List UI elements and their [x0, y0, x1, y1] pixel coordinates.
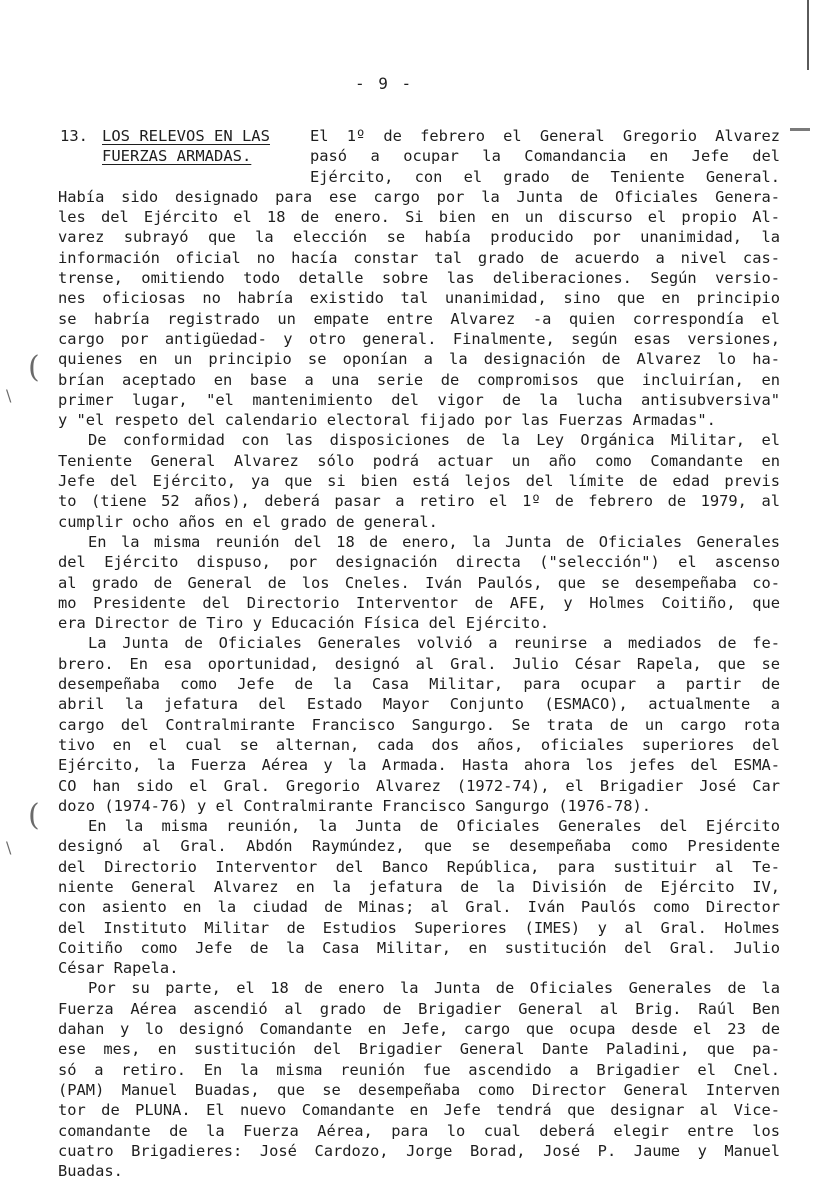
text-line: La Junta de Oficiales Generales volvió a reunirse a mediados de fe- — [88, 634, 780, 653]
body-text — [58, 126, 780, 1181]
text-line: Buadas. — [58, 1162, 123, 1181]
text-line: ese mes, en sustitución del Brigadier General Dante Paladini, que pa- — [58, 1040, 780, 1059]
text-line: del Directorio Interventor del Banco República, para sustituir al Te- — [58, 857, 780, 876]
text-line: quienes en un principio se oponían a la designación de Alvarez lo ha- — [58, 350, 780, 369]
text-line: dozo (1974-76) y el Contralmirante Francisco Sangurgo (1976-78). — [58, 796, 652, 815]
text-line: y "el respeto del calendario electoral fijado por las Fuerzas Armadas". — [58, 411, 716, 430]
text-line: primer lugar, "el mantenimiento del vigor de la lucha antisubversiva" — [58, 390, 780, 409]
text-line: De conformidad con las disposiciones de la Ley Orgánica Militar, el — [88, 431, 780, 450]
text-line: dahan y lo designó Comandante en Jefe, cargo que ocupa desde el 23 de — [58, 1020, 780, 1039]
text-line: cuatro Brigadieres: José Cardozo, Jorge Borad, José P. Jaume y Manuel — [58, 1141, 780, 1160]
text-line: designó al Gral. Abdón Raymúndez, que se desempeñaba como Presidente — [58, 837, 780, 856]
text-line: nes oficiosas no habría existido tal unanimidad, sino que en principio — [58, 289, 780, 308]
text-line: tivo en el cual se alternan, cada dos años, oficiales superiores del — [58, 735, 780, 754]
page-number: - 9 - — [355, 74, 414, 93]
text-line: abril la jefatura del Estado Mayor Conjunto (ESMACO), actualmente a — [58, 695, 780, 714]
text-line: cumplir ocho años en el grado de general. — [58, 512, 438, 531]
text-line: con asiento en la ciudad de Minas; al Gral. Iván Paulós como Director — [58, 898, 780, 917]
text-line: Ejército, con el grado de Teniente General. — [310, 167, 780, 186]
section-title-line: FUERZAS ARMADAS. — [102, 147, 252, 165]
text-line: En la misma reunión, la Junta de Oficiales Generales del Ejército — [88, 817, 780, 836]
text-line: pasó a ocupar la Comandancia en Jefe del — [310, 147, 780, 166]
section-title-line: LOS RELEVOS EN LAS — [102, 127, 270, 145]
text-line: cargo del Contralmirante Francisco Sangurgo. Se trata de un cargo rota — [58, 715, 780, 734]
text-line: mo Presidente del Directorio Interventor de AFE, y Holmes Coitiño, que — [58, 593, 780, 612]
text-line: cargo por antigüedad- y otro general. Finalmente, según esas versiones, — [58, 329, 780, 348]
margin-tick-mark — [790, 128, 810, 131]
text-line: Coitiño como Jefe de la Casa Militar, en sustitución del Gral. Julio — [58, 938, 780, 957]
text-line: del Instituto Militar de Estudios Superiores (IMES) y al Gral. Holmes — [58, 918, 780, 937]
text-line: al grado de General de los Cneles. Iván Paulós, que se desempeñaba co- — [58, 573, 780, 592]
text-line: Teniente General Alvarez sólo podrá actuar un año como Comandante en — [58, 451, 780, 470]
text-line: desempeñaba como Jefe de la Casa Militar, para ocupar a partir de — [58, 675, 780, 694]
text-line: trense, omitiendo todo detalle sobre las deliberaciones. Según versio- — [58, 269, 780, 288]
text-line: Ejército, la Fuerza Aérea y la Armada. Hasta ahora los jefes del ESMA- — [58, 756, 780, 775]
text-line: (PAM) Manuel Buadas, que se desempeñaba como Director General Interven — [58, 1080, 780, 1099]
text-line: varez subrayó que la elección se había producido por unanimidad, la — [58, 228, 780, 247]
text-line: brían aceptado en base a una serie de compromisos que incluirían, en — [58, 370, 780, 389]
text-line: Jefe del Ejército, ya que si bien está lejos del límite de edad previs — [58, 472, 780, 491]
text-line: tor de PLUNA. El nuevo Comandante en Jefe tendrá que designar al Vice- — [58, 1101, 780, 1120]
text-line: César Rapela. — [58, 959, 179, 978]
scan-edge-line — [807, 0, 809, 70]
margin-check-mark: \ — [6, 386, 12, 405]
section-number: 13. — [60, 127, 88, 145]
text-line: CO han sido el Gral. Gregorio Alvarez (1972-74), el Brigadier José Car — [58, 776, 780, 795]
margin-parenthesis-mark: ( — [28, 798, 40, 833]
text-line: del Ejército dispuso, por designación directa ("selección") el ascenso — [58, 553, 780, 572]
text-line: to (tiene 52 años), deberá pasar a retiro el 1º de febrero de 1979, al — [58, 492, 780, 511]
text-line: era Director de Tiro y Educación Física del Ejército. — [58, 614, 550, 633]
text-line: les del Ejército el 18 de enero. Si bien en un discurso el propio Al- — [58, 208, 780, 227]
text-line: información oficial no hacía constar tal grado de acuerdo a nivel cas- — [58, 248, 780, 267]
text-line: brero. En esa oportunidad, designó al Gral. Julio César Rapela, que se — [58, 654, 780, 673]
margin-check-mark: \ — [6, 838, 12, 857]
text-line: Fuerza Aérea ascendió al grado de Brigadier General al Brig. Raúl Ben — [58, 999, 780, 1018]
text-line: se habría registrado un empate entre Alvarez -a quien correspondía el — [58, 309, 780, 328]
margin-parenthesis-mark: ( — [28, 350, 40, 385]
text-line: niente General Alvarez en la jefatura de la División de Ejército IV, — [58, 877, 780, 896]
text-line: En la misma reunión del 18 de enero, la Junta de Oficiales Generales — [88, 532, 780, 551]
text-line: El 1º de febrero el General Gregorio Alvarez — [310, 127, 780, 145]
text-line: Por su parte, el 18 de enero la Junta de Oficiales Generales de la — [88, 979, 780, 998]
text-line: só a retiro. En la misma reunión fue ascendido a Brigadier el Cnel. — [58, 1060, 780, 1079]
text-line: comandante de la Fuerza Aérea, para lo cual deberá elegir entre los — [58, 1121, 780, 1140]
text-line: Había sido designado para ese cargo por la Junta de Oficiales Genera- — [58, 187, 780, 206]
